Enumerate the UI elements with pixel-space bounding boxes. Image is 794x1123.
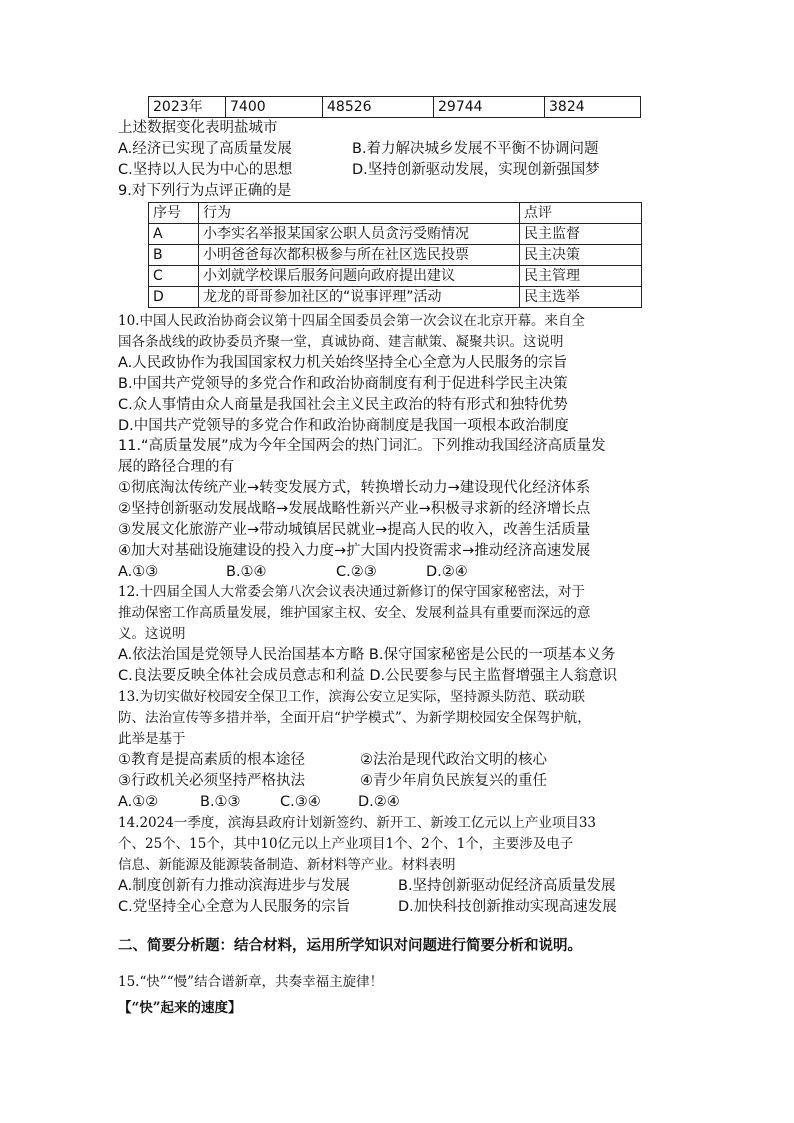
q12-line-2: 推动保密工作高质量发展，维护国家主权、安全、发展利益具有重要而深远的意 (118, 605, 591, 621)
q8-option-d: D.坚持创新驱动发展，实现创新强国梦 (352, 162, 600, 178)
q13-line-1: 13.为切实做好校园安全保卫工作，滨海公安立足实际，坚持源头防范、联动联 (118, 689, 585, 705)
table-cell: 民主监督 (520, 224, 642, 245)
header-cell: 行为 (199, 203, 520, 224)
q13-line-2: 防、法治宣传等多措并举，全面开启“护学模式”、为新学期校园安全保驾护航， (118, 710, 591, 726)
q13-item-2: ②法治是现代政治文明的核心 (360, 752, 547, 768)
q10-option-b: B.中国共产党领导的多党合作和政治协商制度有利于促进科学民主决策 (118, 376, 568, 392)
q10-line-1: 10.中国人民政治协商会议第十四届全国委员会第一次会议在北京开幕。来自全 (118, 313, 585, 329)
q15-stem: 15.“快”“慢”结合谱新章，共奏幸福主旋律！ (118, 974, 384, 990)
q8-option-c: C.坚持以人民为中心的思想 (118, 162, 293, 178)
q15-subheading: 【“快”起来的速度】 (118, 1000, 242, 1016)
q14-option-c: C.党坚持全心全意为人民服务的宗旨 (118, 899, 351, 915)
q8-option-a: A.经济已实现了高质量发展 (118, 141, 292, 157)
table-header-row (149, 203, 642, 224)
q10-line-2: 国各条战线的政协委员齐聚一堂，真诚协商、建言献策、凝聚共识。这说明 (118, 334, 564, 350)
table-cell: A (149, 224, 199, 245)
q13-option-d: D.②④ (358, 794, 400, 810)
table-cell: B (149, 245, 199, 266)
table-cell: 2023年 (149, 97, 226, 118)
q13-option-a: A.①② (118, 794, 159, 810)
q12-options-cd: C.良法要反映全体社会成员意志和利益 D.公民要参与民主监督增强主人翁意识 (118, 668, 618, 684)
q11-item-2: ②坚持创新驱动发展战略→发展战略性新兴产业→积极寻求新的经济增长点 (118, 501, 591, 517)
q11-item-1: ①彻底淘汰传统产业→转变发展方式，转换增长动力→建设现代化经济体系 (118, 480, 591, 496)
section-2-title: 二、简要分析题：结合材料，运用所学知识对问题进行简要分析和说明。 (118, 938, 582, 954)
q12-options-ab: A.依法治国是党领导人民治国基本方略 B.保守国家秘密是公民的一项基本义务 (118, 647, 616, 663)
table-row (149, 224, 642, 245)
q14-line-1: 14.2024一季度，滨海县政府计划新签约、新开工、新竣工亿元以上产业项目33 (118, 815, 597, 831)
table-cell: C (149, 266, 199, 287)
header-cell: 序号 (149, 203, 199, 224)
table-cell: 龙龙的哥哥参加社区的“说事评理”活动 (199, 287, 520, 308)
table-cell: 7400 (226, 97, 323, 118)
table-cell: 3824 (545, 97, 641, 118)
q12-line-1: 12.十四届全国人大常委会第八次会议表决通过新修订的保守国家秘密法，对于 (118, 584, 585, 600)
q10-option-a: A.人民政协作为我国国家权力机关始终坚持全心全意为人民服务的宗旨 (118, 355, 568, 371)
q14-option-a: A.制度创新有力推动滨海进步与发展 (118, 878, 350, 894)
q10-option-d: D.中国共产党领导的多党合作和政治协商制度是我国一项根本政治制度 (118, 418, 569, 434)
q9-stem: 9.对下列行为点评正确的是 (118, 183, 292, 199)
q11-line-1: 11.“高质量发展”成为今年全国两会的热门词汇。下列推动我国经济高质量发 (118, 438, 606, 454)
q8-stem: 上述数据变化表明盐城市 (118, 120, 278, 136)
data-table (148, 96, 641, 118)
q14-line-2: 个、25个、15个，其中10亿元以上产业项目1个、2个、1个，主要涉及电子 (118, 836, 574, 852)
q13-item-3: ③行政机关必须坚持严格执法 (118, 773, 305, 789)
q8-option-b: B.着力解决城乡发展不平衡不协调问题 (352, 141, 599, 157)
q11-option-a: A.①③ (118, 564, 159, 580)
q11-option-c: C.②③ (336, 564, 377, 580)
table-row (149, 266, 642, 287)
q11-item-4: ④加大对基础设施建设的投入力度→扩大国内投资需求→推动经济高速发展 (118, 543, 591, 559)
q14-line-3: 信息、新能源及能源装备制造、新材料等产业。材料表明 (118, 857, 456, 873)
q13-item-4: ④青少年肩负民族复兴的重任 (360, 773, 547, 789)
q11-item-3: ③发展文化旅游产业→带动城镇居民就业→提高人民的收入，改善生活质量 (118, 522, 591, 538)
table-cell: 29744 (434, 97, 545, 118)
table-row (149, 245, 642, 266)
table-cell: 民主管理 (520, 266, 642, 287)
table-cell: 民主选举 (520, 287, 642, 308)
q11-option-b: B.①④ (226, 564, 267, 580)
table-cell: D (149, 287, 199, 308)
header-cell: 点评 (520, 203, 642, 224)
q13-item-1: ①教育是提高素质的根本途径 (118, 752, 305, 768)
q14-option-d: D.加快科技创新推动实现高速发展 (398, 899, 617, 915)
q11-line-2: 展的路径合理的有 (118, 459, 234, 475)
q11-option-d: D.②④ (426, 564, 468, 580)
table-cell: 小刘就学校课后服务问题向政府提出建议 (199, 266, 520, 287)
table-row (149, 97, 641, 118)
q14-option-b: B.坚持创新驱动促经济高质量发展 (398, 878, 616, 894)
table-cell: 小李实名举报某国家公职人员贪污受贿情况 (199, 224, 520, 245)
q13-option-b: B.①③ (200, 794, 241, 810)
table-cell: 小明爸爸每次都积极参与所在社区选民投票 (199, 245, 520, 266)
q12-line-3: 义。这说明 (118, 626, 186, 642)
q13-option-c: C.③④ (280, 794, 321, 810)
table-cell: 民主决策 (520, 245, 642, 266)
table-cell: 48526 (323, 97, 434, 118)
q13-line-3: 此举是基于 (118, 731, 186, 747)
q9-table (148, 202, 642, 308)
q10-option-c: C.众人事情由众人商量是我国社会主义民主政治的特有形式和独特优势 (118, 397, 568, 413)
table-row (149, 287, 642, 308)
